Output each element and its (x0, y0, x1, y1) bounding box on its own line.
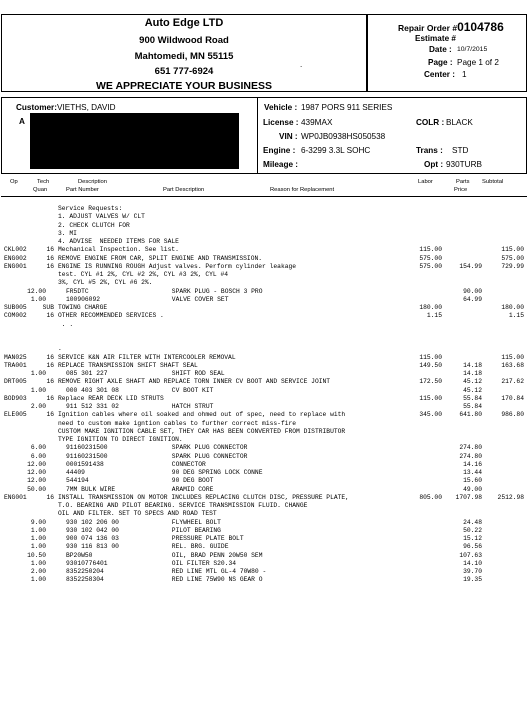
repair-order-label: Repair Order # (398, 23, 458, 33)
col-reason: Reason for Replacement (270, 187, 335, 193)
line-quan: 1.00 (30, 535, 46, 542)
line-item (0, 345, 529, 353)
line-op: MAN025 (4, 353, 27, 361)
line-desc: 2. CHECK CLUTCH FOR (58, 221, 130, 229)
col-part-number: Part Number (66, 187, 99, 193)
line-item (0, 370, 529, 378)
line-subtotal: 575.00 (501, 254, 524, 262)
line-item (0, 238, 529, 246)
line-tech: 16 (46, 493, 54, 501)
line-desc: Service Requests: (58, 205, 123, 212)
line-parts: 15.12 (463, 535, 482, 542)
line-item (0, 403, 529, 411)
line-item (0, 411, 529, 419)
line-tech: 16 (46, 262, 54, 270)
col-op: Op (10, 179, 18, 185)
line-desc: BP20W50 OIL, BRAD PENN 20W50 SEM (66, 551, 263, 559)
line-labor: 149.50 (419, 361, 442, 369)
line-quan: 12.00 (27, 460, 46, 468)
line-labor: 115.00 (419, 394, 442, 402)
line-quan: 10.50 (27, 551, 46, 559)
line-item (0, 420, 529, 428)
line-op: ENG001 (4, 262, 27, 270)
line-item (0, 552, 529, 560)
line-desc: 930 102 206 00 FLYWHEEL BOLT (66, 518, 221, 526)
line-desc: 93010776401 OIL FILTER S20.34 (66, 559, 237, 567)
line-item (0, 279, 529, 287)
line-labor: 575.00 (419, 254, 442, 262)
engine-value: 6-3299 3.3L SOHC (301, 146, 371, 155)
line-parts: 1707.98 (455, 493, 482, 501)
line-desc: TOWING CHARGE (58, 304, 108, 311)
opt-label: Opt : (424, 160, 444, 169)
line-subtotal: 729.99 (501, 262, 524, 270)
page-value: Page 1 of 2 (457, 58, 499, 67)
line-desc: Mechanical Inspection. See list. (58, 246, 179, 254)
line-tech: 16 (46, 312, 54, 320)
line-desc: 930 116 813 00 REL. BRG. GUIDE (66, 543, 229, 551)
opt-value: 930TURB (446, 160, 482, 169)
line-item (0, 387, 529, 395)
line-desc: 085 301 227 SHIFT ROD SEAL (66, 370, 225, 377)
line-item (0, 543, 529, 551)
line-desc: OTHER RECOMMENDED SERVICES . (58, 312, 164, 320)
line-item (0, 288, 529, 296)
line-item (0, 263, 529, 271)
line-desc: SERVICE K&N AIR FILTER WITH INTERCOOLER REMOVAL (58, 353, 236, 361)
line-quan: 1.00 (30, 559, 46, 567)
vehicle-label: Vehicle : (264, 103, 298, 112)
line-quan: 1.00 (30, 576, 46, 584)
line-op: SUB005 (4, 304, 27, 311)
line-op: DRT005 (4, 378, 27, 386)
shop-name: Auto Edge LTD (144, 17, 224, 29)
header-rule (1, 196, 527, 197)
vin-value: WP0JB0938HS050538 (301, 132, 386, 141)
line-item (0, 362, 529, 370)
line-desc: Ignition cables where oil soaked and ohmed out of spec, need to replace with (58, 411, 346, 419)
line-quan: 1.00 (30, 543, 46, 551)
line-item (0, 304, 529, 312)
col-parts: Parts (456, 179, 470, 185)
line-quan: 1.00 (30, 295, 46, 303)
line-desc: TYPE IGNITION TO DIRECT IGNITION. (58, 436, 183, 443)
line-quan: 1.00 (30, 526, 46, 534)
line-op: BOD903 (4, 394, 27, 402)
line-tech: 16 (46, 411, 54, 419)
license-value: 439MAX (301, 118, 333, 127)
line-parts: 15.60 (463, 477, 482, 485)
line-tech: 16 (46, 254, 54, 262)
line-subtotal: 2512.98 (497, 493, 524, 501)
line-item (0, 477, 529, 485)
col-quan: Quan (33, 187, 48, 193)
line-desc: 1. ADJUST VALVES W/ CLT (58, 213, 145, 221)
line-subtotal: 115.00 (501, 353, 524, 361)
line-subtotal: 163.68 (501, 361, 524, 369)
line-tech: 16 (46, 361, 54, 369)
line-labor: 115.00 (419, 246, 442, 254)
line-quan: 1.00 (30, 370, 46, 377)
vehicle-divider (257, 97, 258, 174)
line-desc: 44409 90 DEG SPRING LOCK CONNE (66, 469, 263, 476)
shop-city: Mahtomedi, MN 55115 (134, 51, 234, 62)
line-labor: 115.00 (419, 353, 442, 361)
line-desc: REMOVE ENGINE FROM CAR, SPLIT ENGINE AND TRANSMISSION. (58, 254, 263, 262)
line-desc: 900 074 136 03 PRESSURE PLATE BOLT (66, 535, 244, 542)
line-desc: need to custom make igntion cables to further correct miss-fire (58, 419, 297, 427)
colr-label: COLR : (416, 118, 445, 127)
shop-address: 900 Wildwood Road (139, 35, 229, 46)
line-item (0, 510, 529, 518)
customer-name: VIETHS, DAVID (57, 103, 116, 112)
line-parts: 55.84 (463, 394, 482, 402)
customer-label: Customer: (16, 103, 57, 112)
line-item (0, 444, 529, 452)
line-parts: 14.16 (463, 460, 482, 468)
line-item (0, 428, 529, 436)
line-item (0, 378, 529, 386)
line-quan: 2.00 (30, 403, 46, 410)
line-op: TRA001 (4, 361, 27, 369)
line-item (0, 246, 529, 254)
line-item (0, 469, 529, 477)
line-quan: 6.00 (30, 444, 46, 452)
line-desc: 0001591438 CONNECTOR (66, 460, 206, 468)
line-quan: 6.00 (30, 452, 46, 460)
line-tech: 16 (46, 246, 54, 254)
line-desc: FR5DTC SPARK PLUG - BOSCH 3 PRO (66, 287, 263, 295)
line-quan: 9.00 (30, 518, 46, 526)
center-value: 1 (462, 70, 467, 79)
line-labor: 345.00 (419, 411, 442, 419)
line-op: ELE005 (4, 411, 27, 419)
line-tech: SUB (42, 304, 54, 311)
line-item (0, 213, 529, 221)
col-tech: Tech (37, 179, 50, 185)
line-parts: 90.00 (463, 287, 482, 295)
line-item (0, 453, 529, 461)
line-quan: 1.00 (30, 386, 46, 394)
line-desc: 8352250204 RED LINE MTL GL-4 70W80 - (66, 568, 267, 575)
line-item (0, 337, 529, 345)
line-desc: 8352258304 RED LINE 75W90 NS GEAR O (66, 576, 263, 584)
col-labor: Labor (418, 179, 433, 185)
line-desc: REPLACE TRANSMISSION SHIFT SHAFT SEAL (58, 361, 198, 369)
line-desc: 3. MI (58, 229, 77, 237)
line-item (0, 527, 529, 535)
line-item (0, 222, 529, 230)
page-label: Page : (428, 58, 453, 67)
line-desc: REMOVE RIGHT AXLE SHAFT AND REPLACE TORN INNER CV BOOT AND SERVICE JOINT (58, 378, 331, 386)
line-desc: OIL AND FILTER. SET TO SPECS AND ROAD TEST (58, 510, 217, 518)
line-op: CKL002 (4, 246, 27, 254)
line-parts: 274.80 (459, 444, 482, 452)
date-label: Date : (429, 45, 452, 54)
line-parts: 19.35 (463, 576, 482, 584)
line-subtotal: 1.15 (508, 312, 524, 320)
line-item (0, 271, 529, 279)
line-item (0, 321, 529, 329)
line-labor: 575.00 (419, 262, 442, 270)
line-parts: 45.12 (463, 378, 482, 386)
line-desc: INSTALL TRANSMISSION ON MOTOR INCLUDES REPLACING CLUTCH DISC, PRESSURE PLATE, (58, 493, 349, 501)
col-subtotal: Subtotal (482, 179, 504, 185)
line-subtotal: 180.00 (501, 304, 524, 311)
line-desc: 930 102 042 00 PILOT BEARING (66, 526, 221, 534)
line-parts: 14.10 (463, 559, 482, 567)
line-parts: 154.99 (459, 262, 482, 270)
line-desc: test. CYL #1 2%, CYL #2 2%, CYL #3 2%, CYL #4 (58, 271, 229, 278)
line-item (0, 502, 529, 510)
line-subtotal: 986.80 (501, 411, 524, 419)
line-tech: 16 (46, 378, 54, 386)
trans-label: Trans : (416, 146, 443, 155)
line-desc: 91160231500 SPARK PLUG CONNECTOR (66, 452, 248, 460)
line-parts: 14.18 (463, 361, 482, 369)
line-op: ENG002 (4, 254, 27, 262)
line-parts: 49.00 (463, 485, 482, 493)
line-item (0, 395, 529, 403)
line-parts: 64.99 (463, 295, 482, 303)
line-quan: 50.00 (27, 485, 46, 493)
line-subtotal: 217.62 (501, 378, 524, 386)
center-label: Center : (424, 70, 455, 79)
line-item (0, 205, 529, 213)
line-labor: 1.15 (426, 312, 442, 320)
line-parts: 274.80 (459, 452, 482, 460)
line-desc: Replace REAR DECK LID STRUTS (58, 394, 164, 402)
line-parts: 55.84 (463, 403, 482, 410)
line-subtotal: 115.00 (501, 246, 524, 254)
line-parts: 39.70 (463, 568, 482, 575)
vehicle-value: 1987 PORS 911 SERIES (301, 103, 393, 112)
line-op: ENG001 (4, 493, 27, 501)
line-item (0, 255, 529, 263)
line-item (0, 296, 529, 304)
license-label: License : (263, 118, 299, 127)
dot-mark: . (300, 60, 303, 69)
line-subtotal: 170.84 (501, 394, 524, 402)
line-desc: ENGINE IS RUNNING ROUGH Adjust valves. Perform cylinder leakage (58, 262, 297, 270)
line-item (0, 568, 529, 576)
line-parts: 13.44 (463, 469, 482, 476)
mileage-label: Mileage : (263, 160, 299, 169)
colr-value: BLACK (446, 118, 473, 127)
line-quan: 12.00 (27, 469, 46, 476)
line-item (0, 329, 529, 337)
line-parts: 24.48 (463, 518, 482, 526)
engine-label: Engine : (263, 146, 296, 155)
line-labor: 805.00 (419, 493, 442, 501)
date-value: 10/7/2015 (457, 46, 488, 53)
line-desc: 91160231500 SPARK PLUG CONNECTOR (66, 444, 248, 452)
vin-label: VIN : (279, 132, 298, 141)
col-price: Price (454, 187, 468, 193)
line-item (0, 230, 529, 238)
trans-value: STD (452, 146, 469, 155)
line-tech: 16 (46, 353, 54, 361)
line-item (0, 519, 529, 527)
line-desc: 4. ADVISE NEEDED ITEMS FOR SALE (58, 238, 179, 245)
line-op: COM002 (4, 312, 27, 320)
repair-order-number: 0104786 (457, 20, 504, 34)
redacted-block (30, 113, 239, 169)
customer-a-label: A (19, 117, 25, 126)
col-description: Description (78, 179, 107, 185)
estimate-label: Estimate # (415, 34, 456, 43)
line-desc: 911 512 331 02 HATCH STRUT (66, 403, 214, 410)
line-desc: . (58, 345, 62, 353)
line-quan: 2.00 (30, 568, 46, 575)
line-desc: 100906092 VALVE COVER SET (66, 295, 229, 303)
line-desc: CUSTOM MAKE IGNITION CABLE SET, THEY CAR HAS BEEN CONVERTED FROM DISTRIBUTOR (58, 427, 346, 435)
line-labor: 180.00 (419, 304, 442, 311)
line-parts: 641.80 (459, 411, 482, 419)
line-item (0, 312, 529, 320)
line-quan: 12.00 (27, 477, 46, 485)
line-item (0, 461, 529, 469)
line-labor: 172.50 (419, 378, 442, 386)
line-item (0, 354, 529, 362)
line-parts: 50.22 (463, 526, 482, 534)
line-parts: 14.18 (463, 370, 482, 377)
line-desc: 544194 90 DEG BOOT (66, 477, 214, 485)
line-item (0, 576, 529, 584)
line-item (0, 560, 529, 568)
line-item (0, 494, 529, 502)
line-parts: 45.12 (463, 386, 482, 394)
line-item (0, 486, 529, 494)
line-item (0, 535, 529, 543)
line-desc: 3%, CYL #5 2%, CYL #6 2%. (58, 279, 153, 287)
line-desc: . . (58, 320, 74, 328)
line-desc: 000 403 301 08 CV BOOT KIT (66, 386, 214, 394)
shop-phone: 651 777-6924 (154, 66, 214, 77)
shop-slogan: WE APPRECIATE YOUR BUSINESS (96, 80, 272, 92)
col-part-description: Part Description (163, 187, 205, 193)
line-desc: T.O. BEARING AND PILOT BEARING. SERVICE TRANSMISSION FLUID. CHANGE (58, 502, 308, 509)
line-parts: 96.56 (463, 543, 482, 551)
line-item (0, 436, 529, 444)
line-tech: 16 (46, 394, 54, 402)
line-desc: 7MM BULK WIRE ARAMID CORE (66, 485, 214, 493)
line-quan: 12.00 (27, 287, 46, 295)
line-parts: 107.63 (459, 551, 482, 559)
